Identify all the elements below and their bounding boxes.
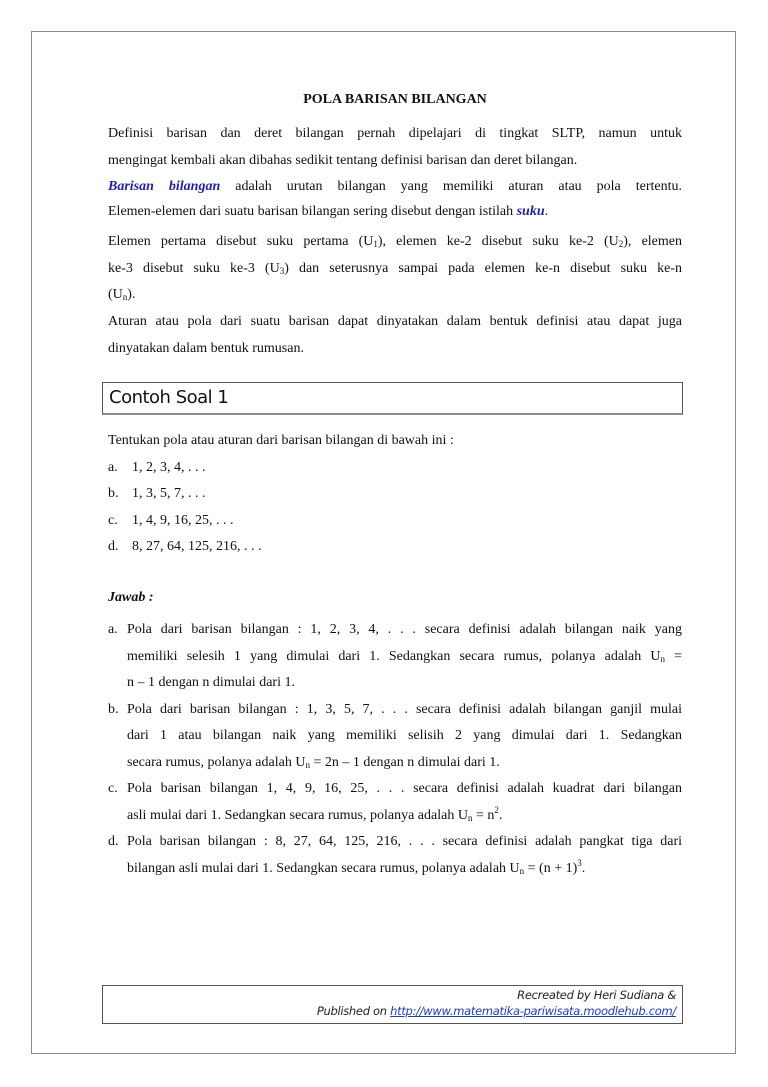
footer-website-link[interactable]: http://www.matematika-pariwisata.moodlehub.com/ [390,1004,676,1018]
elements-line-3: $(U_n)$. [108,287,136,302]
answer-list [108,617,682,882]
intro-line-2: mengingat kembali akan dibahas sedikit tentang definisi barisan dan deret bilangan. [108,152,578,168]
question-list [108,428,682,561]
elements-paragraph [108,229,682,306]
elements-line-2: ke-3 disebut suku ke-3 $(U_3)$ dan seterusnya sampai pada elemen ke-n disebut suku ke-n [108,260,682,276]
footer-published: Published on http://www.matematika-pariwisata.moodlehub.com/ [316,1004,676,1018]
list-item: d. 8, 27, 64, 125, 216, . . . [108,539,262,554]
intro-line-1: Definisi barisan dan deret bilangan pernah dipelajari di tingkat SLTP, namun untuk [108,126,682,141]
list-item: b. 1, 3, 5, 7, . . . [108,486,206,501]
rule-line-1: Aturan atau pola dari suatu barisan dapat dinyatakan dalam bentuk definisi atau dapat juga [108,314,682,329]
answer-label: Jawab : [108,590,154,605]
term-barisan-bilangan: Barisan bilangan [108,179,221,194]
definition-line-1: Barisan bilangan adalah urutan bilangan yang memiliki aturan atau pola tertentu. [108,179,683,194]
list-item: c. 1, 4, 9, 16, 25, . . . [108,512,234,528]
answer-item-d: d. Pola barisan bilangan : 8, 27, 64, 125, 216, . . . secara definisi adalah pangkat tiga dari bilangan asli mulai dari 1. Sedangkan secara rumus, polanya adalah $U_n = (n + 1)^3$. [108,834,682,876]
rule-line-2: dinyatakan dalam bentuk rumusan. [108,340,304,356]
answer-item-b: b. Pola dari barisan bilangan : 1, 3, 5, 7, . . . secara definisi adalah bilangan ganjil mulai dari 1 atau bilangan naik yang memiliki selisih 2 yang dimulai dari 1. Sedangkan secara rumus, polanya adalah $U_n = 2n - 1$ dengan n dimulai dari 1. [108,701,682,770]
answer-item-a: a. Pola dari barisan bilangan : 1, 2, 3, 4, . . . secara definisi adalah bilangan naik yang memiliki selesih 1 yang dimulai dari 1. Sedangkan secara rumus, polanya adalah $U_n$ = n – 1 dengan n dimulai dari 1. [108,622,682,690]
intro-paragraph [108,121,682,174]
page-title: POLA BARISAN BILANGAN [303,92,487,107]
term-suku: suku [516,203,545,219]
footer-box [102,985,683,1024]
footer-credit: Recreated by Heri Sudiana & [517,988,676,1002]
elements-line-1: Elemen pertama disebut suku pertama $(U_1)$, elemen ke-2 disebut suku ke-2 $(U_2)$, elemen [108,234,682,249]
example-heading-box [102,382,683,415]
question-prompt: Tentukan pola atau aturan dari barisan bilangan di bawah ini : [108,433,454,448]
definition-paragraph [108,174,682,223]
answer-item-c: c. Pola barisan bilangan 1, 4, 9, 16, 25, . . . secara definisi adalah kuadrat dari bilangan asli mulai dari 1. Sedangkan secara rumus, polanya adalah $U_n = n^2$. [108,781,682,823]
list-item: a. 1, 2, 3, 4, . . . [108,459,206,475]
rule-paragraph [108,309,682,362]
definition-line-2: Elemen-elemen dari suatu barisan bilangan sering disebut dengan istilah suku. [108,203,549,219]
example-heading: Contoh Soal 1 [109,387,229,408]
